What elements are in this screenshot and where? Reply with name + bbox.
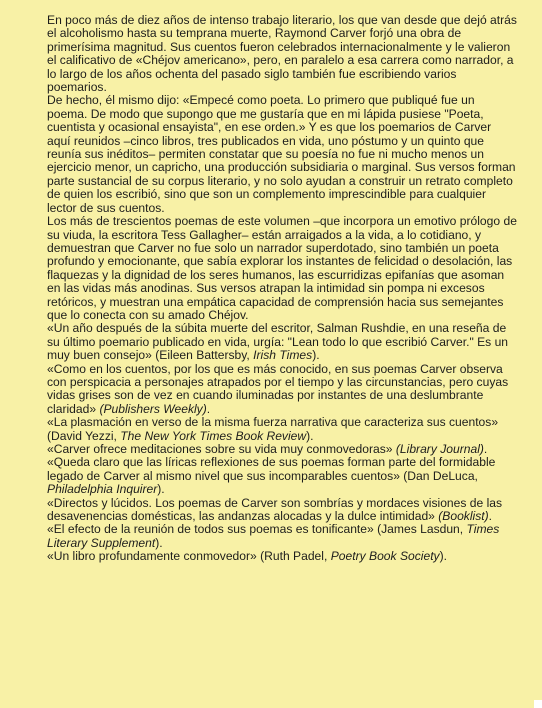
quote-end: . bbox=[206, 401, 211, 416]
quote-text: «El efecto de la reunión de todos sus poemas es tonificante» (James Lasdun, bbox=[47, 522, 467, 537]
quote-text: «Como en los cuentos, por los que es más conocido, en sus poemas Carver observa con perspicacia a personajes atrapados por el tiempo y las circunstancias, pero cuyas vidas grises son de vez en cuando iluminadas por instantes de una deslumbrante claridad» bbox=[47, 361, 509, 416]
blurb-text bbox=[47, 14, 517, 564]
quote-text: «Un libro profundamente conmovedor» (Ruth Padel, bbox=[47, 549, 331, 564]
quote-source: Philadelphia Inquirer bbox=[47, 482, 158, 497]
quote-text: «Un año después de la súbita muerte del escritor, Salman Rushdie, en una reseña de su último poemario publicado en vida, urgía: "Lean todo lo que escribió Carver." Es un muy buen consejo» (Eileen Battersby, bbox=[47, 321, 509, 363]
quote-text: «Carver ofrece meditaciones sobre su vida muy conmovedoras» bbox=[47, 442, 396, 456]
quote-text: «Queda claro que las líricas reflexiones de sus poemas forman parte del formidable legado de Carver al mismo nivel que sus incomparables cuentos» (Dan DeLuca, bbox=[47, 455, 496, 483]
scan-corner bbox=[534, 700, 542, 708]
quote-end: ). bbox=[439, 549, 447, 564]
quote-source: Poetry Book Society bbox=[330, 549, 440, 564]
review-quote bbox=[47, 456, 517, 496]
quote-end: . bbox=[483, 442, 488, 456]
review-quote bbox=[47, 363, 517, 417]
quote-source: (Booklist) bbox=[438, 509, 489, 524]
intro-paragraph-3: Los más de trescientos poemas de este volumen –que incorpora un emotivo prólogo de su viuda, la escritora Tess Gallagher– están arraigados a la vida, a lo cotidiano, y demuestran que Carver no fue solo un narrador superdotado, sino también un poeta profundo y emocionante, que sabía explorar los instantes de felicidad o desolación, las flaquezas y la dignidad de los seres humanos, las escurridizas epifanías que asoman en las vidas más anodinas. Sus versos atrapan la intimidad sin pompa ni excesos retóricos, y muestran una empática capacidad de comprensión hacia sus semejantes que lo conecta con su amado Chéjov. bbox=[47, 214, 517, 322]
quote-end: ). bbox=[157, 482, 165, 497]
quote-source: (Publishers Weekly) bbox=[99, 401, 207, 416]
review-quote bbox=[47, 416, 517, 443]
quote-text: «La plasmación en verso de la misma fuerza narrativa que caracteriza sus cuentos» (David Yezzi, bbox=[47, 415, 499, 443]
quote-end: . bbox=[488, 509, 493, 524]
intro-paragraph-2: De hecho, él mismo dijo: «Empecé como poeta. Lo primero que publiqué fue un poema. De modo que supongo que me gustaría que en mi lápida pusiese "Poeta, cuentista y ocasional ensayista", en ese orden.» Y es que los poemarios de Carver aquí reunidos –cinco libros, tres publicados en vida, uno póstumo y un quinto que reunía sus inéditos– permiten constatar que su poesía no fue ni mucho menos un ejercicio menor, un capricho, una producción subsidiaria o marginal. Sus versos forman parte sustancial de su corpus literario, y no solo ayudan a construir un retrato completo de quien los escribió, sino que son un complemento imprescindible para cualquier lector de sus cuentos. bbox=[47, 93, 516, 215]
quote-source: Irish Times bbox=[253, 348, 313, 363]
review-quote bbox=[47, 523, 517, 550]
quote-source: Times Literary Supplement bbox=[47, 522, 500, 550]
quote-source: (Library Journal) bbox=[395, 442, 484, 456]
quote-end: ). bbox=[312, 348, 320, 363]
review-quote bbox=[47, 443, 517, 456]
review-quote bbox=[47, 497, 517, 524]
quote-text: «Directos y lúcidos. Los poemas de Carver son sombrías y mordaces visiones de las desavenencias domésticas, las andanzas alocadas y la dulce intimidad» bbox=[47, 495, 503, 524]
intro-paragraph-1: En poco más de diez años de intenso trabajo literario, los que van desde que dejó atrás el alcoholismo hasta su temprana muerte, Raymond Carver forjó una obra de primerísima magnitud. Sus cuentos fueron celebrados internacionalmente y le valieron el calificativo de «Chéjov americano», pero, en paralelo a esa carrera como narrador, a lo largo de los años ochenta del pasado siglo también fue escribiendo varios poemarios. bbox=[47, 13, 517, 95]
quote-end: ). bbox=[306, 428, 314, 443]
quote-source: The New York Times Book Review bbox=[120, 428, 307, 443]
quote-end: ). bbox=[155, 535, 163, 550]
review-quote bbox=[47, 322, 517, 362]
review-quote bbox=[47, 550, 517, 563]
